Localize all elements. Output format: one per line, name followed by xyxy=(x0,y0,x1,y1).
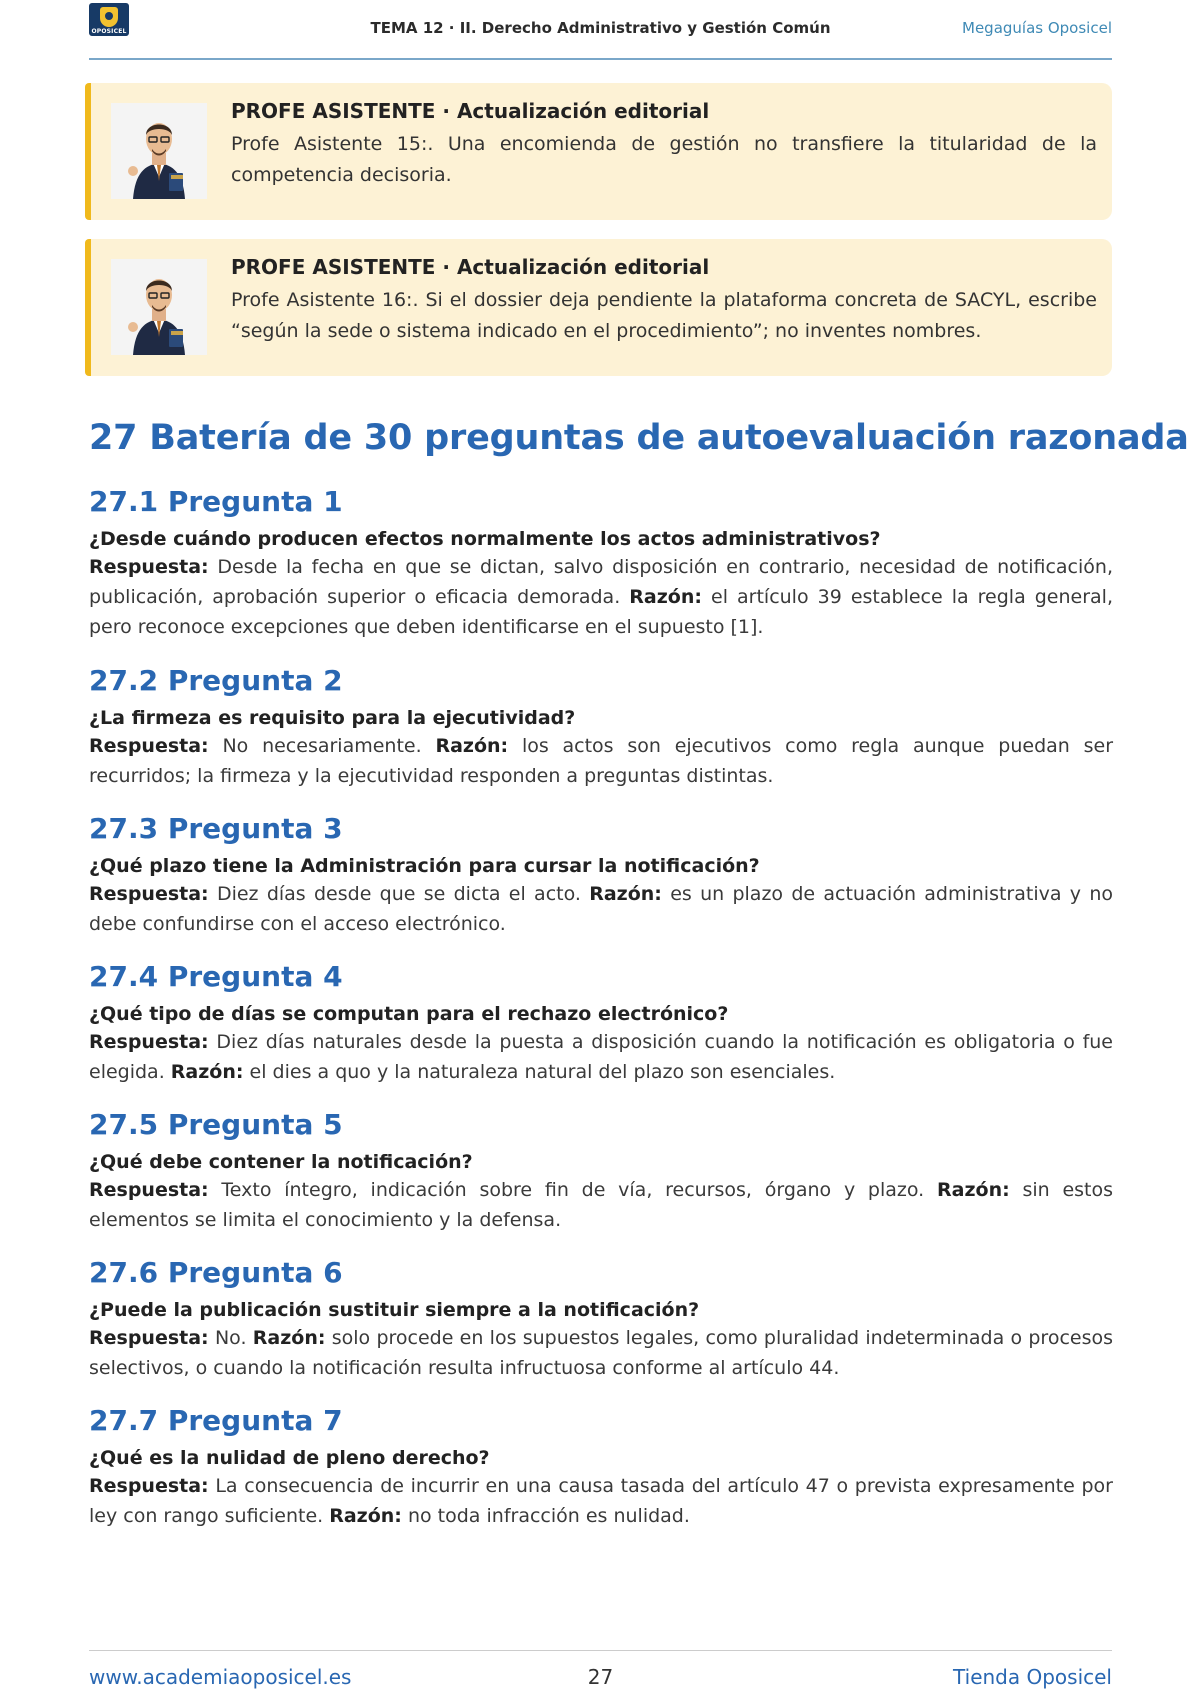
reason-label: Razón: xyxy=(170,1061,244,1083)
question-block xyxy=(89,661,1113,791)
teacher-portrait xyxy=(111,103,207,199)
answer-paragraph xyxy=(89,1027,1113,1087)
answer-text: Desde la fecha en que se dictan, salvo disposición en contrario, necesidad de notificación, publicación, aprobación superior o eficacia demorada. xyxy=(89,556,1113,608)
answer-paragraph xyxy=(89,1323,1113,1383)
reason-text: el artículo 39 establece la regla general, pero reconoce excepciones que deben identificarse en el supuesto [1]. xyxy=(89,586,1113,638)
callout-text: Profe Asistente 16:. Si el dossier deja pendiente la plataforma concreta de SACYL, escribe “según la sede o sistema indicado en el procedimiento”; no inventes nombres. xyxy=(231,289,1097,342)
callout-box xyxy=(85,83,1112,220)
header-title: TEMA 12 · II. Derecho Administrativo y Gestión Común xyxy=(370,19,831,37)
answer-text: La consecuencia de incurrir en una causa tasada del artículo 47 o prevista expresamente por ley con rango suficiente. xyxy=(89,1475,1113,1527)
answer-text: Diez días desde que se dicta el acto. xyxy=(216,883,581,905)
answer-paragraph xyxy=(89,1471,1113,1531)
callout-title: PROFE ASISTENTE · Actualización editorial xyxy=(231,99,710,123)
question-block xyxy=(89,1253,1113,1383)
header-brand: Megaguías Oposicel xyxy=(962,19,1112,37)
teacher-illustration-icon xyxy=(111,103,207,199)
shop-link[interactable]: Tienda Oposicel xyxy=(953,1665,1112,1689)
answer-label: Respuesta: xyxy=(89,883,209,905)
reason-label: Razón: xyxy=(252,1327,326,1349)
answer-text: No necesariamente. xyxy=(222,735,422,757)
question-heading: 27.1 Pregunta 1 xyxy=(89,485,343,518)
answer-label: Respuesta: xyxy=(89,1475,209,1497)
question-block xyxy=(89,957,1113,1087)
callout-title: PROFE ASISTENTE · Actualización editorial xyxy=(231,255,710,279)
section-title: 27 Batería de 30 preguntas de autoevaluación razonada xyxy=(89,418,1189,458)
callout-text: Profe Asistente 15:. Una encomienda de gestión no transfiere la titularidad de la competencia decisoria. xyxy=(231,133,1097,186)
question-heading: 27.2 Pregunta 2 xyxy=(89,664,343,697)
reason-text: no toda infracción es nulidad. xyxy=(407,1505,690,1527)
question-block xyxy=(89,809,1113,939)
reason-label: Razón: xyxy=(629,586,702,608)
page-number: 27 xyxy=(587,1665,614,1689)
answer-paragraph xyxy=(89,1175,1113,1235)
logo-text: OPOSICEL xyxy=(91,28,127,35)
reason-label: Razón: xyxy=(329,1505,402,1527)
answer-label: Respuesta: xyxy=(89,1179,209,1201)
question-block xyxy=(89,482,1113,642)
question-heading: 27.5 Pregunta 5 xyxy=(89,1108,343,1141)
answer-paragraph xyxy=(89,552,1113,642)
page-footer xyxy=(89,1650,1112,1697)
question-block xyxy=(89,1105,1113,1235)
website-link[interactable]: www.academiaoposicel.es xyxy=(89,1665,352,1689)
reason-text: solo procede en los supuestos legales, como pluralidad indeterminada o procesos selectivos, o cuando la notificación resulta infructuosa conforme al artículo 44. xyxy=(89,1327,1114,1379)
answer-text: Diez días naturales desde la puesta a disposición cuando la notificación es obligatoria o fue elegida. xyxy=(89,1031,1113,1083)
page-header xyxy=(89,0,1112,60)
answer-text: No. xyxy=(214,1327,247,1349)
question-heading: 27.3 Pregunta 3 xyxy=(89,812,343,845)
answer-label: Respuesta: xyxy=(89,1031,209,1053)
answer-label: Respuesta: xyxy=(89,735,209,757)
question-text: ¿Puede la publicación sustituir siempre a la notificación? xyxy=(89,1299,700,1321)
question-text: ¿Desde cuándo producen efectos normalmente los actos administrativos? xyxy=(89,528,881,550)
question-block xyxy=(89,1401,1113,1531)
question-text: ¿La firmeza es requisito para la ejecutividad? xyxy=(89,707,576,729)
answer-text: Texto íntegro, indicación sobre fin de vía, recursos, órgano y plazo. xyxy=(221,1179,925,1201)
reason-label: Razón: xyxy=(435,735,509,757)
question-heading: 27.7 Pregunta 7 xyxy=(89,1404,343,1437)
reason-text: los actos son ejecutivos como regla aunque puedan ser recurridos; la firmeza y la ejecutividad responden a preguntas distintas. xyxy=(89,735,1114,787)
question-heading: 27.4 Pregunta 4 xyxy=(89,960,343,993)
answer-paragraph xyxy=(89,731,1113,791)
answer-label: Respuesta: xyxy=(89,1327,209,1349)
teacher-portrait xyxy=(111,259,207,355)
question-text: ¿Qué debe contener la notificación? xyxy=(89,1151,473,1173)
reason-label: Razón: xyxy=(937,1179,1010,1201)
reason-text: sin estos elementos se limita el conocimiento y la defensa. xyxy=(89,1179,1114,1231)
callout-box xyxy=(85,239,1112,376)
reason-text: el dies a quo y la naturaleza natural del plazo son esenciales. xyxy=(249,1061,836,1083)
question-text: ¿Qué plazo tiene la Administración para cursar la notificación? xyxy=(89,855,760,877)
question-heading: 27.6 Pregunta 6 xyxy=(89,1256,343,1289)
question-text: ¿Qué tipo de días se computan para el rechazo electrónico? xyxy=(89,1003,729,1025)
answer-label: Respuesta: xyxy=(89,556,209,578)
reason-text: es un plazo de actuación administrativa y no debe confundirse con el acceso electrónico. xyxy=(89,883,1113,935)
answer-paragraph xyxy=(89,879,1113,939)
question-text: ¿Qué es la nulidad de pleno derecho? xyxy=(89,1447,490,1469)
teacher-illustration-icon xyxy=(111,259,207,355)
reason-label: Razón: xyxy=(589,883,662,905)
